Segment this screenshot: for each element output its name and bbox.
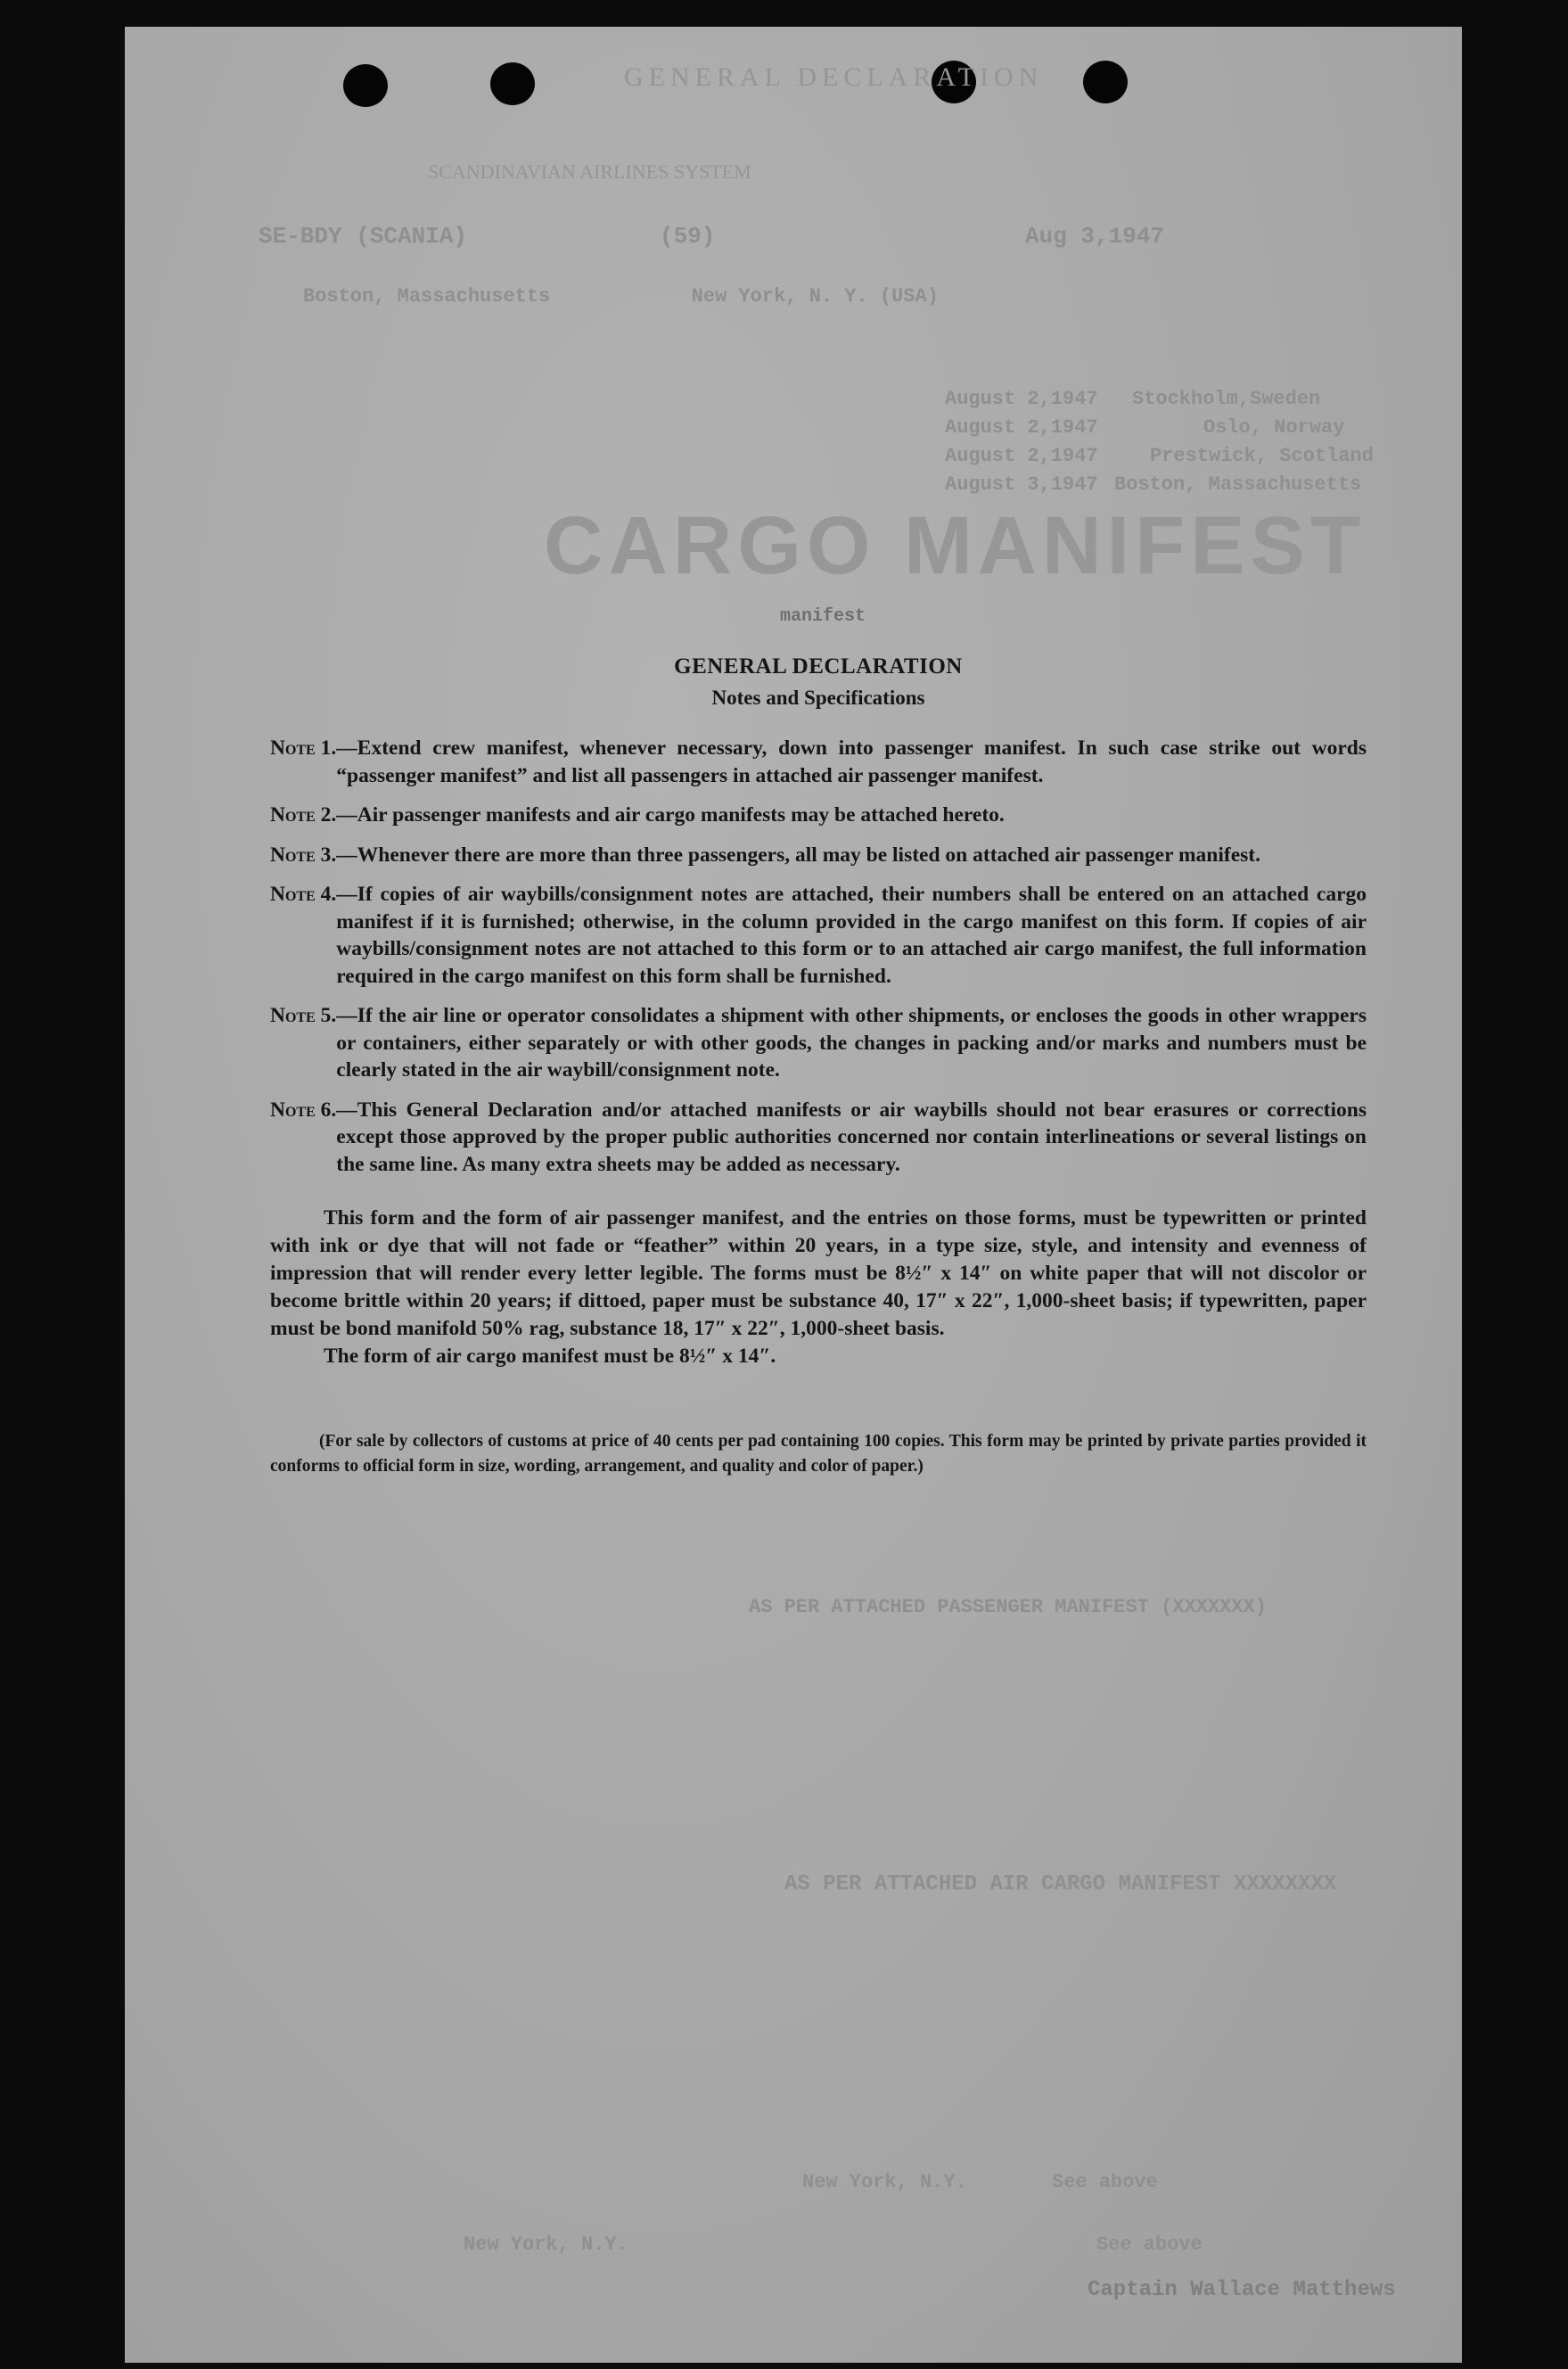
note-text: —This General Declaration and/or attached manifests or air waybills should not bear erasures or corrections except those approved by the proper public authorities concerned nor contain interlineations or several listings on the same line. As many extra sheets may be added as necessary. — [336, 1098, 1367, 1176]
note-2 — [270, 802, 1367, 829]
bleed-itinerary-date-4: August 3,1947 — [945, 473, 1098, 496]
form-requirements-paragraph: This form and the form of air passenger manifest, and the entries on those forms, must be typewritten or printed with ink or dye that will not fade or “feather” within 20 years, in a type size, style, and intensity and evenness of impression that will render every letter legible. The forms must be 8½″ x 14″ on white paper that will not discolor or become brittle within 20 years; if dittoed, paper must be substance 40, 17″ x 22″, 1,000-sheet basis; if typewritten, paper must be bond manifold 50% rag, substance 18, 17″ x 22″, 1,000-sheet basis. — [270, 1206, 1367, 1340]
bleed-attached-passenger: AS PER ATTACHED PASSENGER MANIFEST (XXXXXXX) — [749, 1596, 1267, 1618]
note-text: —Whenever there are more than three passengers, all may be listed on attached air passenger manifest. — [336, 843, 1260, 867]
punch-hole-4 — [1083, 61, 1128, 103]
bleed-new-york-1: New York, N.Y. — [802, 2171, 967, 2193]
bleed-new-york-2: New York, N.Y. — [464, 2233, 628, 2256]
note-4 — [270, 881, 1367, 990]
bleed-flight: SE-BDY (SCANIA) — [259, 223, 468, 250]
bleed-date: Aug 3,1947 — [1025, 223, 1165, 250]
note-label: Note 4. — [270, 883, 337, 906]
bleed-captain: Captain Wallace Matthews — [1088, 2278, 1396, 2302]
note-label: Note 6. — [270, 1098, 337, 1122]
note-1 — [270, 735, 1367, 789]
bleed-itinerary-place-4: Boston, Massachusetts — [1114, 473, 1362, 496]
bleed-see-above-1: See above — [1052, 2171, 1158, 2193]
bleed-see-above-2: See above — [1096, 2233, 1203, 2256]
note-text: —If the air line or operator consolidates a shipment with other shipments, or encloses the goods in other wrappers or containers, either separately or with other goods, the changes in packing and/or marks and numbers must be clearly stated in the air waybill/consignment note. — [336, 1004, 1367, 1082]
bleed-itinerary-place-1: Stockholm,Sweden — [1132, 388, 1321, 410]
page-title: GENERAL DECLARATION — [674, 654, 963, 679]
bleed-manifest-word: manifest — [780, 606, 866, 627]
punch-hole-2 — [490, 62, 535, 105]
bleed-route: Boston, Massachusetts New York, N. Y. (USA) — [303, 285, 939, 308]
bleed-itinerary-date-3: August 2,1947 — [945, 445, 1098, 467]
bleed-cargo-heading: CARGO MANIFEST — [544, 500, 1367, 591]
note-3 — [270, 842, 1367, 869]
bleed-itinerary-date-1: August 2,1947 — [945, 388, 1098, 410]
bleed-airline: SCANDINAVIAN AIRLINES SYSTEM — [428, 160, 751, 183]
note-text: —If copies of air waybills/consignment notes are attached, their numbers shall be entered on an attached cargo manifest if it is furnished; otherwise, in the column provided in the cargo manifest on this form. If copies of air waybills/consignment notes are not attached to this form or to an attached air cargo manifest, the full information required in the cargo manifest on this form shall be furnished. — [336, 883, 1367, 988]
note-5 — [270, 1002, 1367, 1084]
bleed-itinerary-place-2: Oslo, Norway — [1203, 416, 1345, 439]
note-text: —Extend crew manifest, whenever necessary, down into passenger manifest. In such case strike out words “passenger manifest” and list all passengers in attached air passenger manifest. — [336, 736, 1367, 787]
note-label: Note 3. — [270, 843, 337, 867]
bleed-itinerary-place-3: Prestwick, Scotland — [1150, 445, 1374, 467]
bleed-itinerary-date-2: August 2,1947 — [945, 416, 1098, 439]
page-subtitle: Notes and Specifications — [711, 687, 925, 709]
bleed-attached-cargo: AS PER ATTACHED AIR CARGO MANIFEST XXXXXXXX — [784, 1872, 1337, 1896]
cargo-manifest-size-paragraph: The form of air cargo manifest must be 8½″ x 14″. — [324, 1345, 776, 1368]
note-6 — [270, 1097, 1367, 1179]
note-label: Note 5. — [270, 1004, 337, 1027]
notes-block — [270, 651, 1367, 1479]
sale-footnote: (For sale by collectors of customs at price of 40 cents per pad containing 100 copies. This form may be printed by private parties provided it conforms to official form in size, wording, arrangement, and quality and color of paper.) — [270, 1432, 1367, 1476]
bleed-header: GENERAL DECLARATION — [624, 62, 1044, 92]
bleed-flight-no: (59) — [660, 223, 716, 250]
note-label: Note 1. — [270, 736, 337, 760]
note-label: Note 2. — [270, 803, 337, 827]
note-text: —Air passenger manifests and air cargo manifests may be attached hereto. — [336, 803, 1005, 827]
document-page — [125, 27, 1462, 2363]
punch-hole-1 — [343, 64, 388, 107]
